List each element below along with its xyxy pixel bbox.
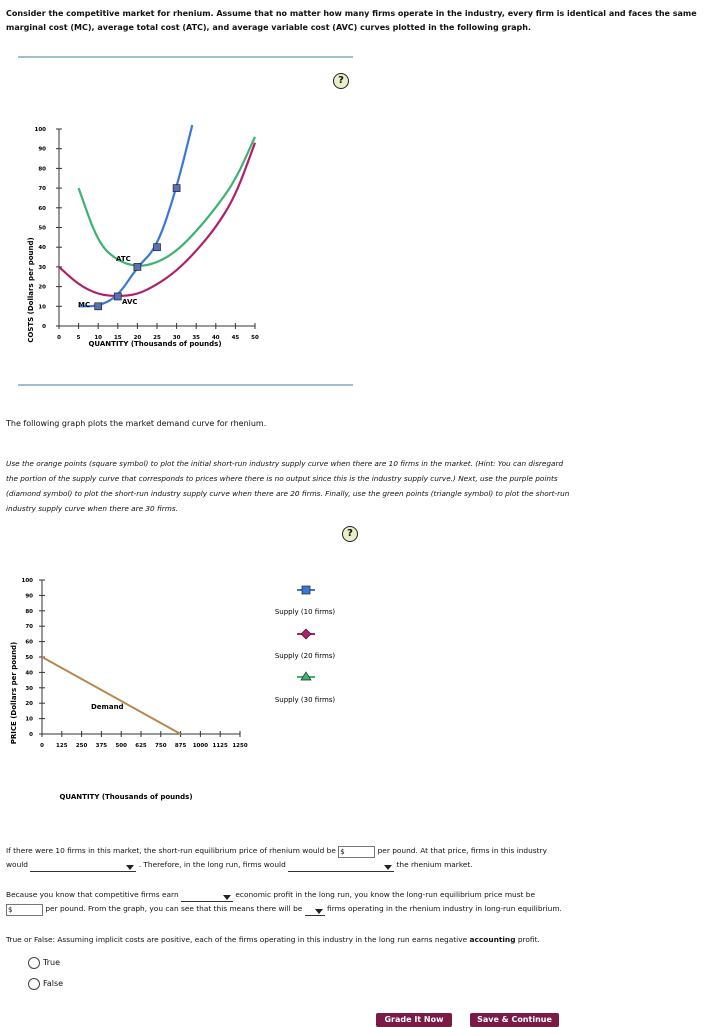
y-tick-label: 70 xyxy=(25,624,33,631)
grade-button[interactable]: Grade It Now xyxy=(376,1013,452,1027)
x-tick-label: 1125 xyxy=(212,743,228,749)
q1-text-3: would xyxy=(6,860,28,869)
question-3 xyxy=(6,932,706,947)
radio-true-label: True xyxy=(43,958,60,967)
help-icon[interactable]: ? xyxy=(333,73,349,89)
y-tick-label: 10 xyxy=(38,304,46,311)
legend-supply-20[interactable] xyxy=(275,629,336,660)
chevron-down-icon xyxy=(223,895,231,900)
x-tick-label: 750 xyxy=(155,743,167,749)
q2-text-3: per pound. From the graph, you can see that this means there will be xyxy=(45,904,303,913)
legend-supply-30[interactable] xyxy=(275,672,336,704)
chevron-down-icon xyxy=(126,865,134,870)
x-tick-label: 1000 xyxy=(192,743,209,749)
x-tick-label: 20 xyxy=(133,335,142,341)
y-tick-label: 100 xyxy=(21,578,33,584)
y-tick-label: 70 xyxy=(38,186,46,193)
x-tick-label: 250 xyxy=(75,743,88,749)
x-tick-label: 1250 xyxy=(232,743,248,749)
x-tick-label: 0 xyxy=(57,335,61,341)
y-tick-label: 50 xyxy=(25,655,33,661)
chevron-down-icon xyxy=(384,865,392,870)
y-tick-label: 20 xyxy=(38,284,46,291)
save-continue-button[interactable]: Save & Continue xyxy=(470,1013,559,1027)
x-tick-label: 15 xyxy=(113,335,122,341)
cost-y-axis-label: COSTS (Dollars per pound) xyxy=(27,237,35,343)
x-tick-label: 40 xyxy=(211,335,220,341)
radio-true[interactable] xyxy=(28,957,40,969)
divider xyxy=(18,384,353,386)
q1-text-4: . Therefore, in the long run, firms would xyxy=(138,860,286,869)
q1-text-5: the rhenium market. xyxy=(396,860,473,869)
demand-graph[interactable] xyxy=(0,520,360,820)
q1-entry-dropdown[interactable] xyxy=(288,861,394,872)
chevron-down-icon xyxy=(315,909,323,914)
x-tick-label: 30 xyxy=(172,335,181,341)
help-icon[interactable]: ? xyxy=(342,526,358,542)
y-tick-label: 60 xyxy=(25,639,33,646)
q1-text-1: If there were 10 firms in this market, the short-run equilibrium price of rhenium would be xyxy=(6,846,336,855)
q2-text-4: firms operating in the rhenium industry in long-run equilibrium. xyxy=(327,904,562,913)
square-symbol-icon[interactable] xyxy=(302,586,310,594)
q3-text-end: profit. xyxy=(517,935,540,944)
x-tick-label: 500 xyxy=(115,743,127,749)
legend-supply-20-label: Supply (20 firms) xyxy=(274,652,336,660)
mc-point xyxy=(114,293,121,300)
q2-firms-dropdown[interactable] xyxy=(305,905,325,916)
radio-false[interactable] xyxy=(28,978,40,990)
y-tick-label: 100 xyxy=(34,127,46,133)
mc-point xyxy=(134,263,141,270)
cost-x-axis-label: QUANTITY (Thousands of pounds) xyxy=(88,340,222,348)
x-tick-label: 25 xyxy=(153,335,161,341)
q1-price-input[interactable]: $ xyxy=(338,846,375,858)
x-tick-label: 50 xyxy=(251,335,259,341)
avc-curve xyxy=(59,143,255,296)
cost-graph xyxy=(0,62,360,384)
x-tick-label: 5 xyxy=(76,335,81,341)
y-tick-label: 60 xyxy=(38,205,46,212)
q2-text-1: Because you know that competitive firms earn xyxy=(6,890,179,899)
x-tick-label: 0 xyxy=(40,743,44,749)
demand-curve xyxy=(42,657,181,734)
legend-supply-30-label: Supply (30 firms) xyxy=(274,696,336,704)
q3-highlight-word: accounting xyxy=(469,935,516,944)
q1-profit-dropdown[interactable] xyxy=(30,861,136,872)
demand-y-axis-label: PRICE (Dollars per pound) xyxy=(10,641,18,745)
y-tick-label: 0 xyxy=(42,324,46,330)
q1-text-2: per pound. At that price, firms in this industry xyxy=(377,846,547,855)
instructions-text: Use the orange points (square symbol) to plot the initial short-run industry supply curve when there are 10 firms in the market. (Hint: You can disregard the portion of the supply curve that corresponds to prices where there is no output since this is the industry supply curve.) Next, use the purple points (diamond symbol) to plot the short-run industry supply curve when there are 20 firms. Finally, use the green points (triangle symbol) to plot the short-run industry supply curve when there are 30 firms. xyxy=(6,459,570,513)
avc-label: AVC xyxy=(122,298,138,306)
question-2 xyxy=(6,887,696,902)
y-tick-label: 40 xyxy=(38,245,46,252)
atc-label: ATC xyxy=(116,255,131,263)
x-tick-label: 35 xyxy=(192,335,201,341)
x-tick-label: 45 xyxy=(231,335,240,341)
mc-point xyxy=(173,185,180,192)
question-1-line-2 xyxy=(6,857,686,872)
y-tick-label: 20 xyxy=(25,701,33,708)
y-tick-label: 30 xyxy=(38,264,46,271)
y-tick-label: 90 xyxy=(25,593,33,600)
y-tick-label: 10 xyxy=(25,716,33,723)
y-tick-label: 90 xyxy=(38,146,46,153)
y-tick-label: 80 xyxy=(25,608,33,615)
atc-curve xyxy=(79,137,255,266)
x-tick-label: 875 xyxy=(174,743,187,749)
demand-curve-label: Demand xyxy=(91,703,124,711)
mc-point xyxy=(95,303,102,310)
x-tick-label: 10 xyxy=(94,335,103,341)
radio-false-label: False xyxy=(43,979,64,988)
mc-label: MC xyxy=(78,301,91,309)
mc-point xyxy=(154,244,161,251)
q2-price-input[interactable]: $ xyxy=(6,904,43,916)
question-2-line-2 xyxy=(6,901,696,916)
y-tick-label: 80 xyxy=(38,166,46,173)
legend-supply-10-label: Supply (10 firms) xyxy=(274,608,336,616)
demand-intro-text: The following graph plots the market demand curve for rhenium. xyxy=(6,419,267,428)
question-1 xyxy=(6,843,686,858)
q3-text: True or False: Assuming implicit costs are positive, each of the firms operating in this industry in the long run earns negative xyxy=(6,935,468,944)
y-tick-label: 0 xyxy=(29,732,33,738)
x-tick-label: 625 xyxy=(135,743,147,749)
mc-curve xyxy=(79,125,193,306)
y-tick-label: 50 xyxy=(38,225,46,232)
x-tick-label: 125 xyxy=(56,743,68,749)
divider xyxy=(18,56,353,58)
legend-supply-10[interactable] xyxy=(275,586,336,616)
intro-text: Consider the competitive market for rhenium. Assume that no matter how many firms operate in the industry, every firm is identical and faces the same marginal cost (MC), average total cost (ATC), and average variable cost (AVC) curves plotted in the following graph. xyxy=(6,9,697,32)
y-tick-label: 40 xyxy=(25,670,33,677)
diamond-symbol-icon[interactable] xyxy=(301,629,311,639)
demand-x-axis-label: QUANTITY (Thousands of pounds) xyxy=(59,793,193,801)
q2-text-2: economic profit in the long run, you know the long-run equilibrium price must be xyxy=(235,890,536,899)
x-tick-label: 375 xyxy=(95,743,108,749)
y-tick-label: 30 xyxy=(25,685,33,692)
